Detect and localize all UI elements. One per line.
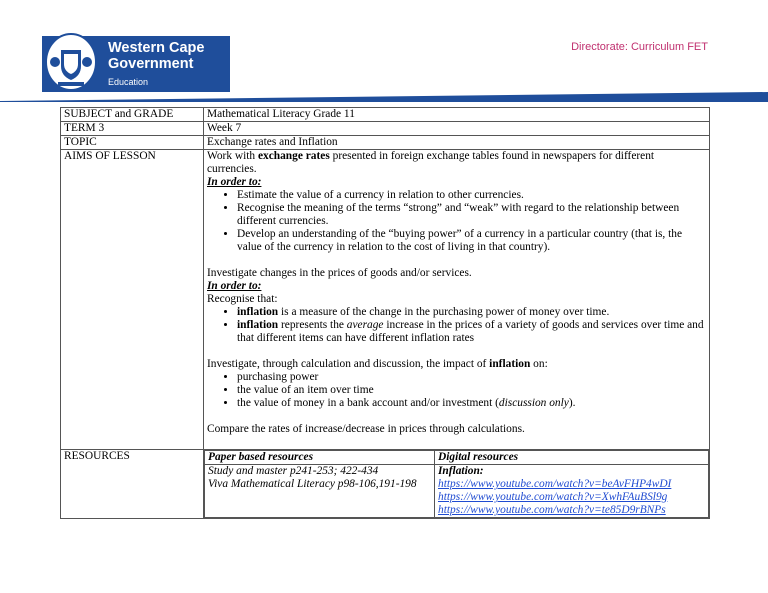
digital-resources-header: Digital resources <box>435 451 709 465</box>
youtube-link-1[interactable]: https://www.youtube.com/watch?v=beAvFHP4wDI <box>438 478 672 490</box>
coat-of-arms-icon <box>44 32 98 92</box>
aims-paragraph-3: Investigate, through calculation and discussion, the impact of inflation on: <box>207 358 548 370</box>
paper-resources-list <box>205 465 435 518</box>
list-item: Viva Mathematical Literacy p98-106,191-198 <box>208 478 417 490</box>
list-item: • Estimate the value of a currency in relation to other currencies. <box>237 189 706 202</box>
org-department: Education <box>108 77 149 87</box>
list-item: • the value of an item over time <box>237 384 706 397</box>
inflation-heading: Inflation: <box>438 465 484 477</box>
topic-label: TOPIC <box>61 136 204 150</box>
recognise-label: Recognise that: <box>207 293 278 305</box>
resources-table <box>204 450 709 518</box>
aims-bullet-list-2 <box>207 306 706 345</box>
lesson-table <box>60 107 710 519</box>
list-item: • the value of money in a bank account and/or investment (discussion only). <box>237 397 706 410</box>
resources-cell <box>204 450 710 519</box>
subject-value: Mathematical Literacy Grade 11 <box>204 108 710 122</box>
aims-paragraph-4: Compare the rates of increase/decrease in prices through calculations. <box>207 423 525 435</box>
list-item: • inflation is a measure of the change in the purchasing power of money over time. <box>237 306 706 319</box>
in-order-to-heading: In order to: <box>207 280 262 292</box>
aims-paragraph-2: Investigate changes in the prices of goods and/or services. <box>207 267 472 279</box>
aims-label: AIMS OF LESSON <box>61 150 204 450</box>
list-item: • inflation represents the average increase in the prices of a variety of goods and services over time and that different items can have different inflation rates <box>237 319 706 345</box>
aims-bullet-list-3 <box>207 371 706 410</box>
list-item: • purchasing power <box>237 371 706 384</box>
header-band <box>0 92 768 102</box>
topic-value: Exchange rates and Inflation <box>204 136 710 150</box>
page-header <box>0 0 768 100</box>
in-order-to-heading: In order to: <box>207 176 262 188</box>
youtube-link-2[interactable]: https://www.youtube.com/watch?v=XwhFAuBSl9g <box>438 491 668 503</box>
term-label: TERM 3 <box>61 122 204 136</box>
directorate-label: Directorate: Curriculum FET <box>571 41 708 53</box>
list-item: Study and master p241-253; 422-434 <box>208 465 379 477</box>
org-name-line2: Government <box>108 56 194 72</box>
aims-paragraph-1: Work with exchange rates presented in foreign exchange tables found in newspapers for different currencies. <box>207 150 655 175</box>
digital-resources-list <box>435 465 709 518</box>
list-item: • Recognise the meaning of the terms “strong” and “weak” with regard to the relationship between different currencies. <box>237 202 706 228</box>
term-value: Week 7 <box>204 122 710 136</box>
subject-label: SUBJECT and GRADE <box>61 108 204 122</box>
org-name-line1: Western Cape <box>108 40 205 56</box>
aims-bullet-list-1 <box>207 189 706 254</box>
list-item: • Develop an understanding of the “buying power” of a currency in a particular country (that is, the value of the currency in relation to the cost of living in that country). <box>237 228 706 254</box>
youtube-link-3[interactable]: https://www.youtube.com/watch?v=te85D9rBNPs <box>438 504 666 516</box>
aims-content <box>204 150 710 450</box>
paper-resources-header: Paper based resources <box>205 451 435 465</box>
resources-label: RESOURCES <box>61 450 204 519</box>
